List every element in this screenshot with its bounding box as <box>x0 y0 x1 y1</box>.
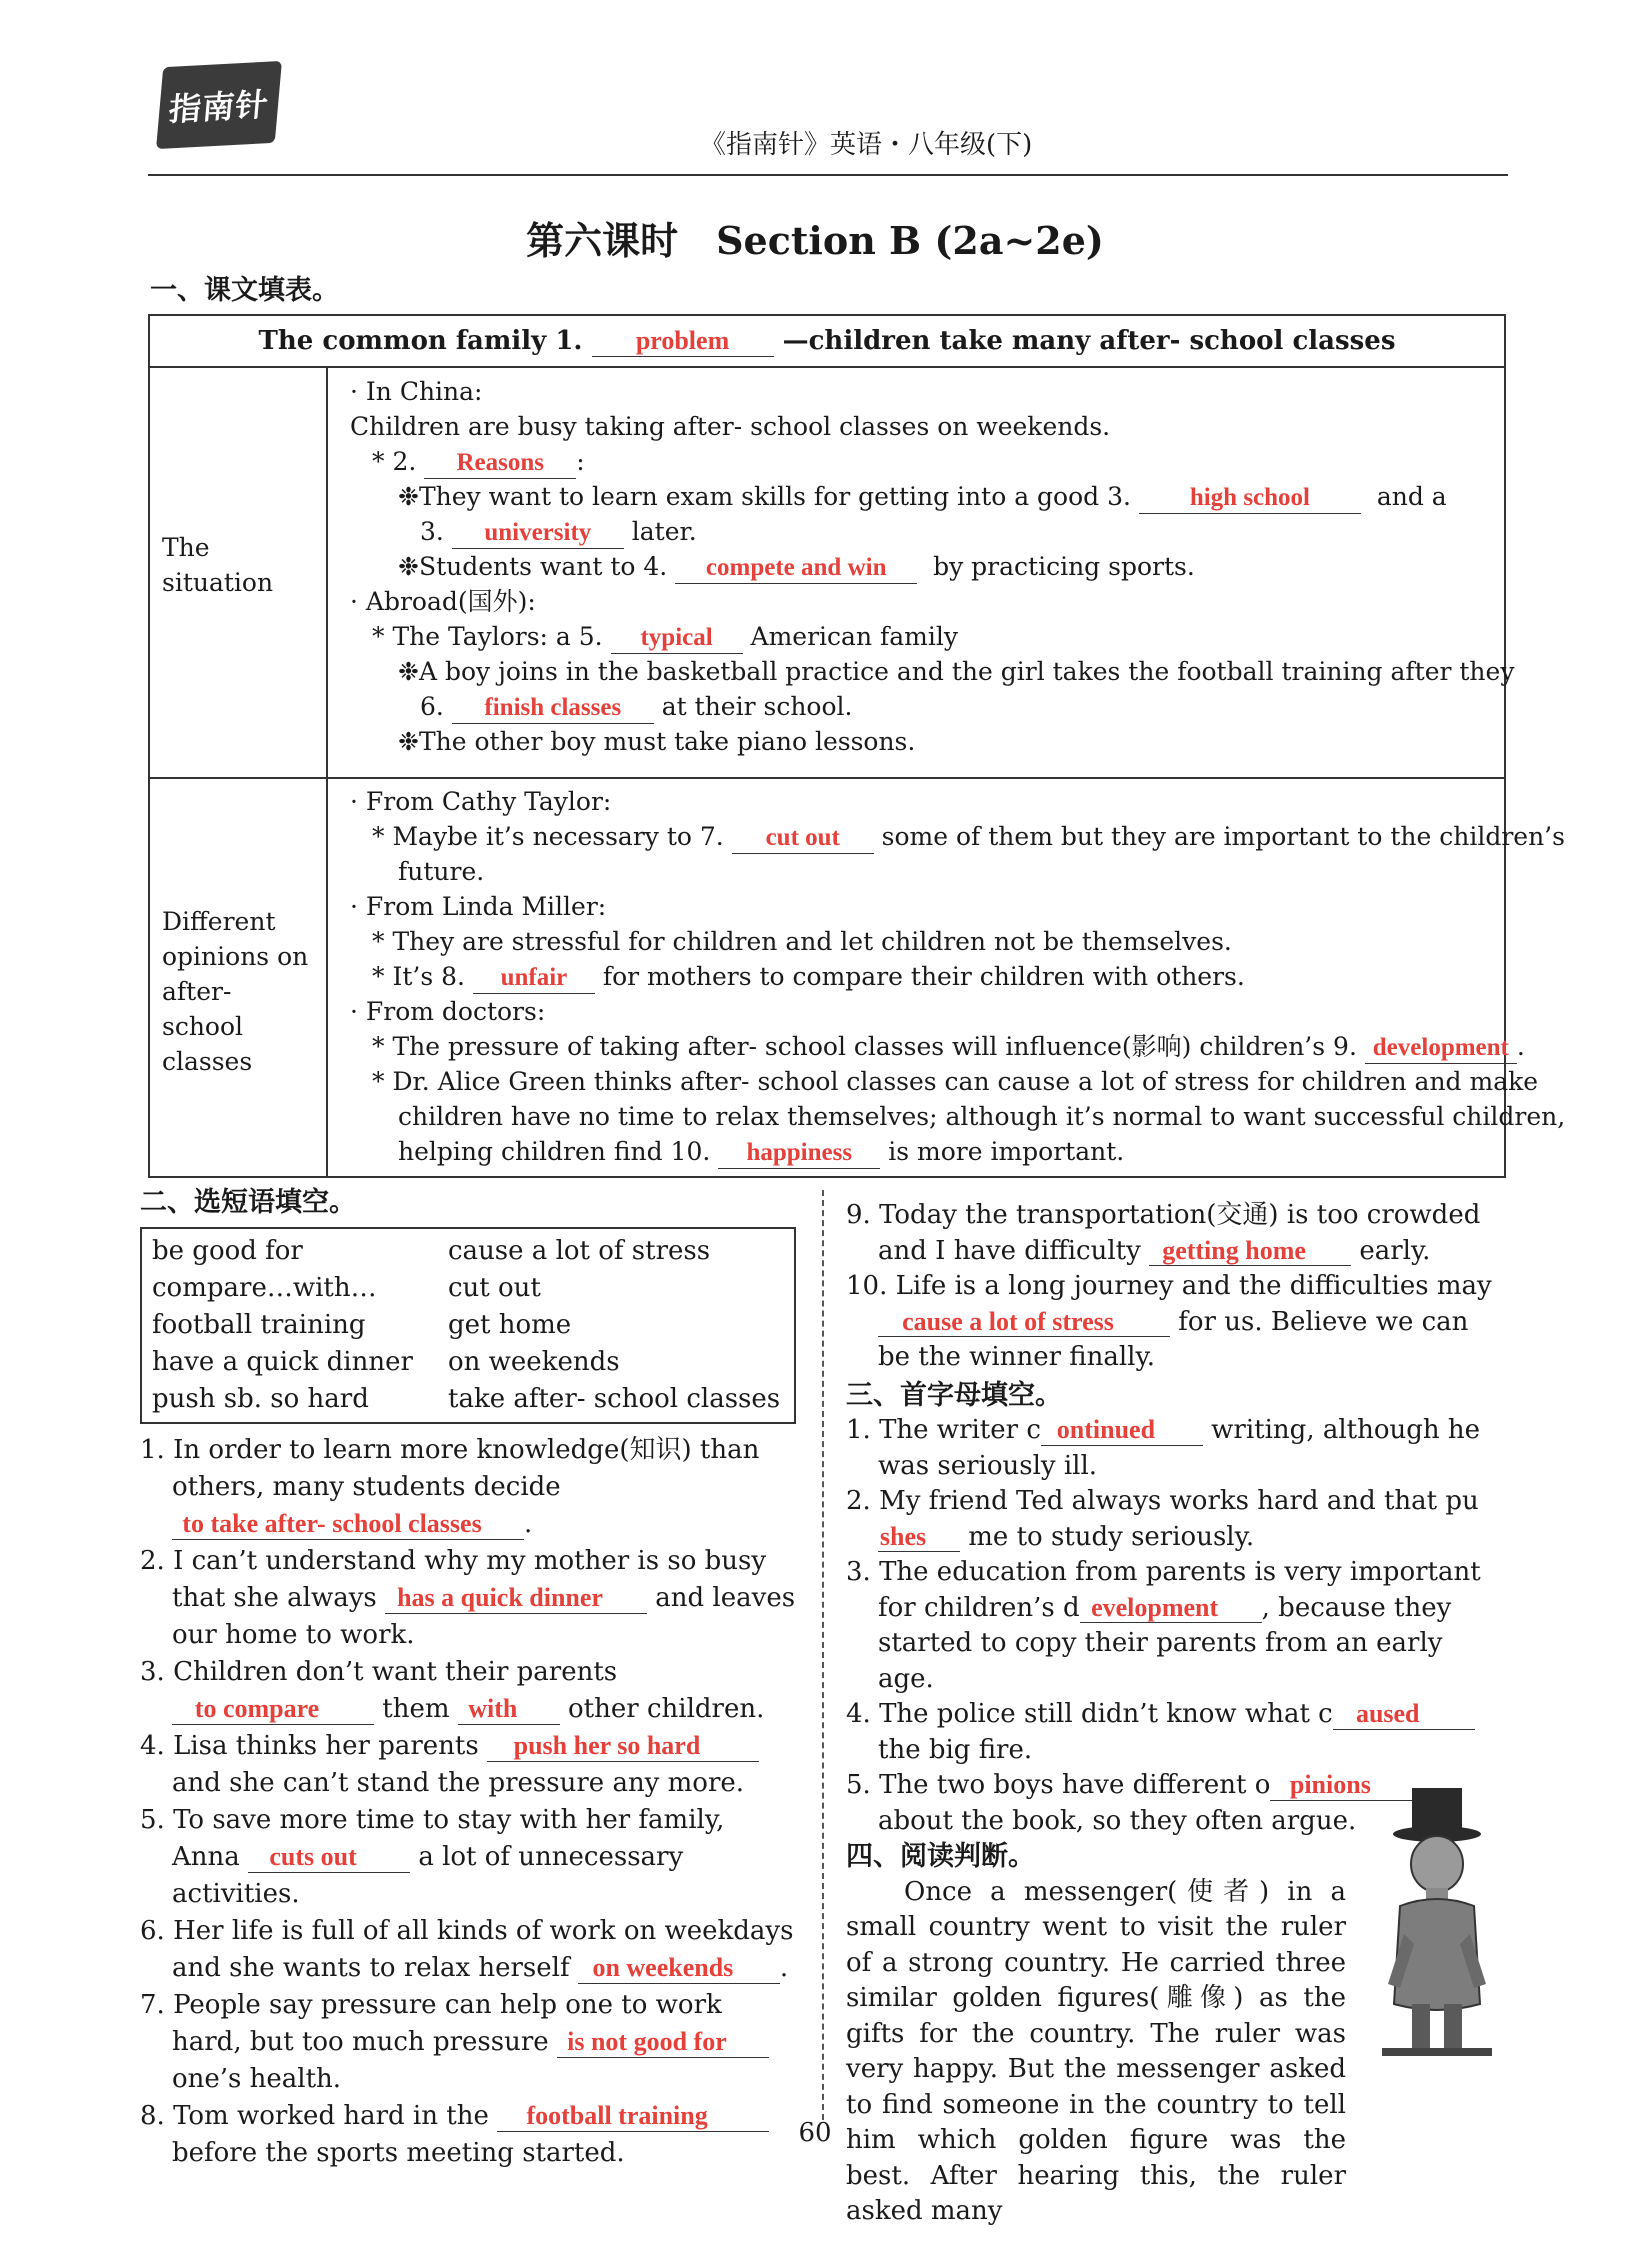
table-row-divider <box>150 777 1504 779</box>
question-3: 3. Children don’t want their parents to compare them with other children. <box>140 1657 765 1724</box>
phrase: get home <box>448 1310 572 1340</box>
answer-blank[interactable]: on weekends <box>578 1953 780 1984</box>
phrase: cut out <box>448 1273 541 1303</box>
answer-blank[interactable]: typical <box>611 624 743 654</box>
question-s3-3: 3. The education from parents is very important for children’s d evelopment , because they started to copy their parents from an early age. <box>846 1557 1481 1694</box>
section2-heading: 二、选短语填空。 <box>140 1187 356 1218</box>
question-8: 8. Tom worked hard in the football training before the sports meeting started. <box>140 2098 796 2172</box>
answer-blank[interactable]: to take after- school classes <box>172 1509 524 1540</box>
answer-blank[interactable]: cuts out <box>248 1842 410 1873</box>
answer-blank[interactable]: development <box>1365 1034 1517 1064</box>
answer-blank[interactable]: university <box>452 519 624 549</box>
publisher-logo: 指南针 <box>156 61 282 149</box>
answer-blank[interactable]: football training <box>497 2101 769 2132</box>
question-2: 2. I can’t understand why my mother is so busy that she always has a quick dinner and leaves our home to work. <box>140 1546 796 1650</box>
running-title: 《指南针》英语・八年级(下) <box>700 130 1033 160</box>
question-s3-1: 1. The writer c ontinued writing, although he was seriously ill. <box>846 1415 1481 1481</box>
answer-blank[interactable]: evelopment <box>1080 1593 1262 1624</box>
phrase: be good for <box>152 1236 303 1266</box>
text-fill-table <box>148 314 1566 1178</box>
question-s3-5: 5. The two boys have different o pinions about the book, so they often argue. <box>846 1768 1500 1839</box>
answer-blank[interactable]: pinions <box>1270 1770 1422 1801</box>
answer-blank[interactable]: has a quick dinner <box>385 1583 647 1614</box>
question-s3-2: 2. My friend Ted always works hard and that pushes me to study seriously. <box>846 1486 1479 1552</box>
column-divider <box>822 1190 824 2120</box>
section1-heading: 一、课文填表。 <box>150 275 339 306</box>
section3-heading: 三、首字母填空。 <box>846 1379 1062 1411</box>
answer-blank[interactable]: cause a lot of stress <box>878 1307 1170 1338</box>
answer-blank[interactable]: problem <box>592 326 774 357</box>
phrase: on weekends <box>448 1347 620 1377</box>
question-9: 9. Today the transportation(交通) is too crowded and I have difficulty getting home early. <box>846 1200 1481 1266</box>
answer-blank[interactable]: with <box>458 1694 560 1725</box>
phrase: have a quick dinner <box>152 1347 413 1377</box>
answer-blank[interactable]: happiness <box>718 1139 880 1169</box>
answer-blank[interactable]: cut out <box>732 824 874 854</box>
answer-blank[interactable]: compete and win <box>675 554 917 584</box>
phrase-box <box>140 1227 796 1424</box>
golden-figure-illustration <box>1374 1784 1500 2062</box>
phrase: take after- school classes <box>448 1384 781 1414</box>
reading-passage: Once a messenger(使者) in a small country went to visit the ruler of a strong country. He carried three similar golden figures(雕像) as the gifts for the country. The ruler was very happy. But the messenger asked to find someone in the country to tell him which golden figure was the best. After hearing this, the ruler asked many <box>846 1876 1346 2226</box>
answer-blank[interactable]: high school <box>1139 484 1361 514</box>
question-6: 6. Her life is full of all kinds of work on weekdays and she wants to relax herself on weekends . <box>140 1916 794 1983</box>
left-column <box>140 1184 796 2172</box>
phrase: cause a lot of stress <box>448 1236 711 1266</box>
phrase: football training <box>152 1310 366 1340</box>
answer-blank[interactable]: ontinued <box>1041 1415 1203 1446</box>
answer-blank[interactable]: to compare <box>172 1694 374 1725</box>
table-column-divider <box>326 366 328 1176</box>
row-label-opinions: Different opinions on after- school classes <box>162 907 309 1076</box>
situation-cell: · In China: Children are busy taking after- school classes on weekends. * 2. Reasons : ❉They want to learn exam skills for getting into a good 3. high school and a 3. university later. ❉Students want to 4. compete and win by practicing sports. · Abroad(国外): * The Taylors: a 5. typical American family ❉A boy joins in the basketball practice and the girl takes the football training after they 6. finish classes at their school. ❉The other boy must take piano lessons. <box>350 377 1515 756</box>
answer-blank[interactable]: is not good for <box>557 2027 769 2058</box>
right-column <box>846 1198 1500 2230</box>
answer-blank[interactable]: aused <box>1333 1699 1475 1730</box>
table-header: The common family 1. problem —children take many after- school classes <box>150 316 1504 368</box>
header-divider <box>148 174 1508 176</box>
answer-blank[interactable]: Reasons <box>424 449 576 479</box>
question-5: 5. To save more time to stay with her family, Anna cuts out a lot of unnecessary activities. <box>140 1805 725 1909</box>
question-s3-4: 4. The police still didn’t know what c aused the big fire. <box>846 1697 1500 1768</box>
section4-heading: 四、阅读判断。 <box>846 1841 1035 1872</box>
answer-blank[interactable]: getting home <box>1149 1236 1351 1267</box>
answer-blank[interactable]: push her so hard <box>487 1731 759 1762</box>
row-label-situation: The situation <box>162 533 274 597</box>
opinions-cell: · From Cathy Taylor: * Maybe it’s necessary to 7. cut out some of them but they are important to the children’s future. · From Linda Miller: * They are stressful for children and let children not be themselves. * It’s 8. unfair for mothers to compare their children with others. · From doctors: * The pressure of taking after- school classes will influence(影响) children’s 9. development . * Dr. Alice Green thinks after- school classes can cause a lot of stress for children and make children have no time to relax themselves; although it’s normal to want successful children, helping children find 10. happiness is more important. <box>340 784 1490 1169</box>
question-4: 4. Lisa thinks her parents push her so hard and she can’t stand the pressure any more. <box>140 1728 796 1802</box>
page-number: 60 <box>798 2118 832 2148</box>
question-10: 10. Life is a long journey and the difficulties may cause a lot of stress for us. Believe we can be the winner finally. <box>846 1271 1492 1372</box>
answer-blank[interactable]: finish classes <box>452 694 654 724</box>
phrase: push sb. so hard <box>152 1384 369 1414</box>
lesson-title: 第六课时 Section B (2a~2e) <box>526 218 1104 263</box>
answer-blank[interactable]: unfair <box>473 964 595 994</box>
answer-blank[interactable]: shes <box>878 1522 960 1553</box>
question-1: 1. In order to learn more knowledge(知识) than others, many students decide to take after- school classes . <box>140 1435 760 1539</box>
phrase: compare…with… <box>152 1273 377 1303</box>
question-7: 7. People say pressure can help one to work hard, but too much pressure is not good for one’s health. <box>140 1987 796 2098</box>
